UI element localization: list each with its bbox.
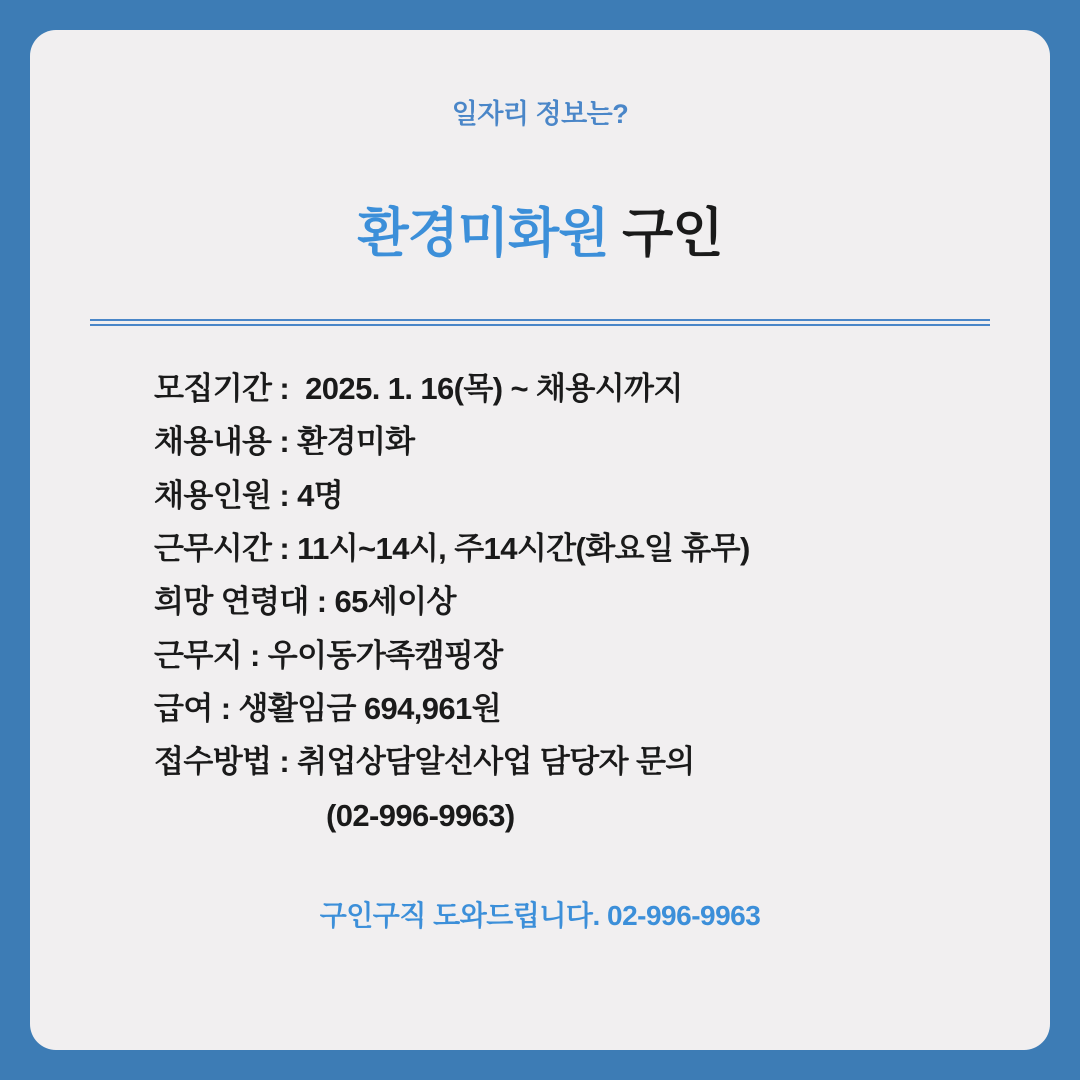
list-item: 희망 연령대 : 65세이상 — [154, 584, 456, 620]
list-item: 접수방법 : 취업상담알선사업 담당자 문의 — [154, 744, 695, 780]
footer-contact: 구인구직 도와드립니다. 02-996-9963 — [319, 899, 761, 931]
list-item: 채용인원 : 4명 — [154, 477, 344, 513]
title-rest: 구인 — [608, 204, 723, 263]
list-item: 모집기간 : 2025. 1. 16(목) ~ 채용시까지 — [154, 371, 683, 406]
poster-card — [30, 30, 1050, 1050]
list-item-phone: (02-996-9963) — [326, 797, 515, 833]
divider — [90, 319, 990, 326]
details-list — [30, 362, 1050, 842]
list-item: 급여 : 생활임금 694,961원 — [154, 690, 502, 726]
page-title — [30, 131, 1050, 267]
eyebrow-text: 일자리 정보는? — [451, 99, 629, 129]
title-highlight: 환경미화원 — [357, 204, 609, 263]
list-item: 근무지 : 우이동가족캠핑장 — [154, 637, 503, 673]
list-item: 채용내용 : 환경미화 — [154, 424, 415, 460]
list-item: 근무시간 : 11시~14시, 주14시간(화요일 휴무) — [154, 530, 750, 566]
